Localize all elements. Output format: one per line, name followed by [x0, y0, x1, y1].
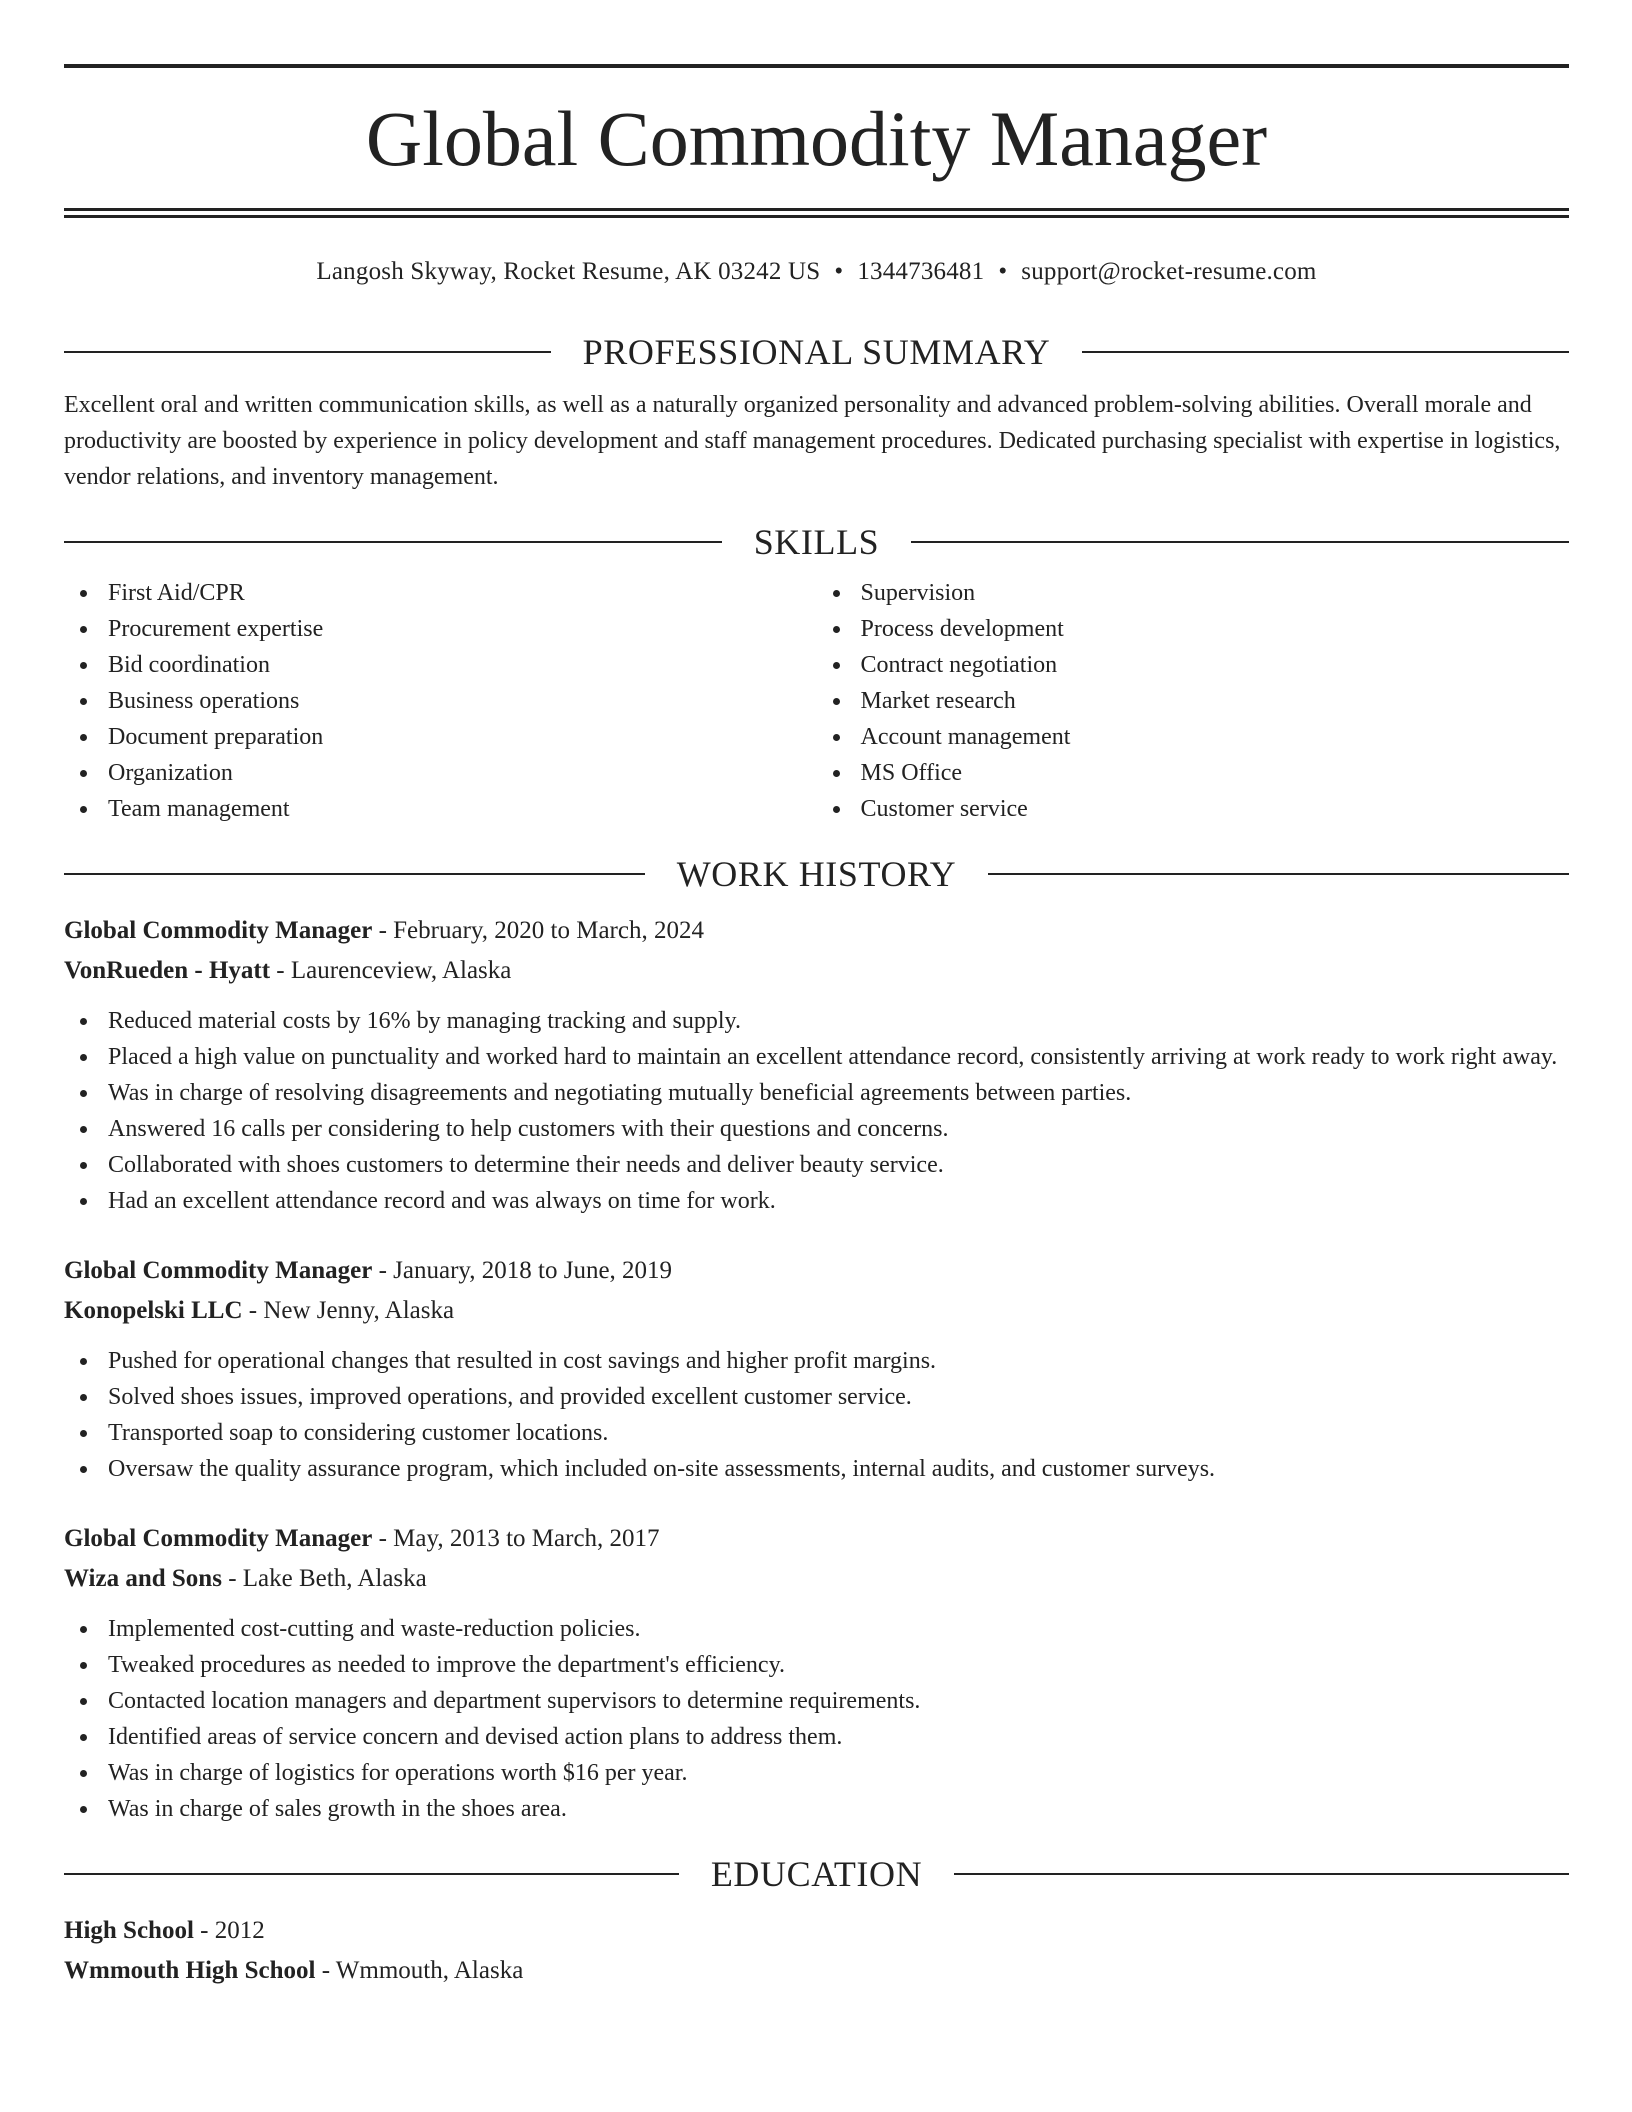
job-bullet: Collaborated with shoes customers to determine their needs and deliver beauty service.	[64, 1147, 1569, 1183]
skill-item: Market research	[817, 683, 1570, 719]
job-title-line	[64, 1251, 1569, 1291]
job-company: VonRueden - Hyatt	[64, 957, 271, 984]
section-rule	[1082, 351, 1569, 353]
section-rule	[64, 1873, 679, 1875]
contact-line	[64, 255, 1569, 289]
job-dates: - February, 2020 to March, 2024	[372, 917, 704, 944]
skill-item: Procurement expertise	[64, 611, 817, 647]
skill-item: Team management	[64, 791, 817, 827]
job-company: Wiza and Sons	[64, 1565, 222, 1592]
job-bullets	[64, 1003, 1569, 1219]
section-title: SKILLS	[753, 522, 880, 562]
job-bullets	[64, 1343, 1569, 1487]
section-heading-summary	[64, 327, 1569, 377]
job-title-line	[64, 911, 1569, 951]
section-heading-education	[64, 1849, 1569, 1899]
job-bullet: Was in charge of logistics for operations worth $16 per year.	[64, 1755, 1569, 1791]
job-bullet: Implemented cost-cutting and waste-reduction policies.	[64, 1611, 1569, 1647]
section-rule	[911, 541, 1569, 543]
section-rule	[64, 873, 645, 875]
skills-column-left	[64, 575, 817, 827]
job-dates: - May, 2013 to March, 2017	[372, 1525, 660, 1552]
job-bullet: Tweaked procedures as needed to improve the department's efficiency.	[64, 1647, 1569, 1683]
education-location: - Wmmouth, Alaska	[315, 1957, 524, 1984]
job-company-line	[64, 1291, 1569, 1331]
job-bullet: Placed a high value on punctuality and worked hard to maintain an excellent attendance record, consistently arriving at work ready to work right away.	[64, 1039, 1569, 1075]
job-bullet: Reduced material costs by 16% by managing tracking and supply.	[64, 1003, 1569, 1039]
section-title: PROFESSIONAL SUMMARY	[582, 332, 1051, 372]
education-school-line	[64, 1951, 1569, 1991]
skill-item: Customer service	[817, 791, 1570, 827]
contact-email: support@rocket-resume.com	[1021, 258, 1317, 285]
skill-item: Bid coordination	[64, 647, 817, 683]
job-entry	[64, 1251, 1569, 1487]
education-year: - 2012	[193, 1917, 265, 1944]
job-bullets	[64, 1611, 1569, 1827]
job-bullet: Answered 16 calls per considering to help customers with their questions and concerns.	[64, 1111, 1569, 1147]
job-company: Konopelski LLC	[64, 1297, 243, 1324]
job-location: - New Jenny, Alaska	[242, 1297, 455, 1324]
skill-item: Business operations	[64, 683, 817, 719]
job-title: Global Commodity Manager	[64, 917, 373, 944]
section-rule	[64, 541, 722, 543]
skill-item: Account management	[817, 719, 1570, 755]
skill-item: First Aid/CPR	[64, 575, 817, 611]
job-title: Global Commodity Manager	[64, 1525, 373, 1552]
education-degree-line	[64, 1911, 1569, 1951]
job-title: Global Commodity Manager	[64, 1257, 373, 1284]
section-heading-work	[64, 849, 1569, 899]
education-degree: High School	[64, 1917, 194, 1944]
job-company-line	[64, 1559, 1569, 1599]
job-entry	[64, 911, 1569, 1219]
section-rule	[988, 873, 1569, 875]
job-dates: - January, 2018 to June, 2019	[372, 1257, 673, 1284]
contact-separator: •	[834, 258, 844, 285]
section-title: WORK HISTORY	[676, 854, 957, 894]
skill-item: Document preparation	[64, 719, 817, 755]
skills-list	[64, 575, 1569, 827]
job-title-line	[64, 1519, 1569, 1559]
title-double-rule	[64, 208, 1569, 218]
page-title: Global Commodity Manager	[365, 95, 1268, 182]
skill-item: Organization	[64, 755, 817, 791]
job-bullet: Transported soap to considering customer locations.	[64, 1415, 1569, 1451]
skill-item: Process development	[817, 611, 1570, 647]
section-title: EDUCATION	[710, 1854, 923, 1894]
education-school: Wmmouth High School	[64, 1957, 316, 1984]
job-bullet: Had an excellent attendance record and was always on time for work.	[64, 1183, 1569, 1219]
skills-column-right	[817, 575, 1570, 827]
section-heading-skills	[64, 517, 1569, 567]
job-bullet: Was in charge of resolving disagreements and negotiating mutually beneficial agreements between parties.	[64, 1075, 1569, 1111]
contact-phone: 1344736481	[857, 258, 985, 285]
education-entry	[64, 1911, 1569, 1991]
section-rule	[64, 351, 551, 353]
section-rule	[954, 1873, 1569, 1875]
skill-item: Supervision	[817, 575, 1570, 611]
skill-item: MS Office	[817, 755, 1570, 791]
job-company-line	[64, 951, 1569, 991]
summary-text: Excellent oral and written communication skills, as well as a naturally organized personality and advanced problem-solving abilities. Overall morale and productivity are boosted by experience in policy development and staff management procedures. Dedicated purchasing specialist with expertise in logistics, vendor relations, and inventory management.	[64, 392, 1561, 490]
skill-item: Contract negotiation	[817, 647, 1570, 683]
job-location: - Laurenceview, Alaska	[270, 957, 512, 984]
job-entry	[64, 1519, 1569, 1827]
contact-address: Langosh Skyway, Rocket Resume, AK 03242 US	[316, 258, 821, 285]
job-bullet: Identified areas of service concern and devised action plans to address them.	[64, 1719, 1569, 1755]
job-bullet: Was in charge of sales growth in the shoes area.	[64, 1791, 1569, 1827]
job-bullet: Pushed for operational changes that resulted in cost savings and higher profit margins.	[64, 1343, 1569, 1379]
job-bullet: Contacted location managers and department supervisors to determine requirements.	[64, 1683, 1569, 1719]
job-location: - Lake Beth, Alaska	[221, 1565, 427, 1592]
job-bullet: Solved shoes issues, improved operations, and provided excellent customer service.	[64, 1379, 1569, 1415]
job-bullet: Oversaw the quality assurance program, which included on-site assessments, internal audits, and customer surveys.	[64, 1451, 1569, 1487]
resume-content	[64, 64, 1569, 1991]
contact-separator: •	[998, 258, 1008, 285]
